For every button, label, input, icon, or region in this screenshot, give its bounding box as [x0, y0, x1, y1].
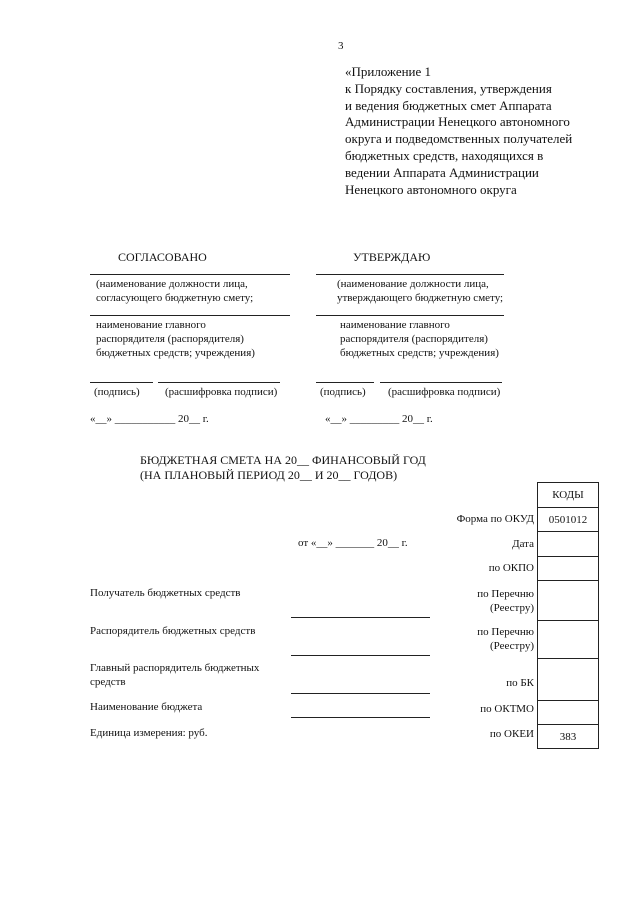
- approve-decoding-line: [380, 382, 502, 383]
- recipient-code-label: по Перечню (Реестру): [477, 588, 534, 614]
- approve-manager-note: наименование главного распорядителя (распорядителя) бюджетных средств; учреждения): [340, 319, 499, 360]
- annex-line: к Порядку составления, утверждения: [345, 80, 552, 96]
- date-line: от «__» _______ 20__ г.: [298, 537, 408, 549]
- agreed-position-line: [90, 274, 290, 275]
- agreed-manager-line: [90, 315, 290, 316]
- chief-manager-label: Главный распорядитель бюджетных средств: [90, 662, 260, 688]
- agreed-signature-line: [90, 382, 153, 383]
- approve-date: «__» _________ 20__ г.: [325, 413, 433, 425]
- okud-label: Форма по ОКУД: [456, 513, 534, 525]
- agreed-signature-label: (подпись): [94, 386, 140, 398]
- chief-manager-line: [291, 693, 430, 694]
- manager-code: [538, 621, 599, 659]
- oktmo-code: [538, 701, 599, 725]
- date-code: [538, 532, 599, 557]
- budget-name-line: [291, 717, 430, 718]
- budget-name-label: Наименование бюджета: [90, 701, 203, 713]
- okpo-label: по ОКПО: [488, 562, 534, 574]
- approve-position-line: [316, 274, 504, 275]
- annex-line: и ведения бюджетных смет Аппарата: [345, 97, 552, 113]
- manager-line: [291, 655, 430, 656]
- page-number: 3: [338, 40, 344, 52]
- approve-signature-line: [316, 382, 374, 383]
- approve-heading: УТВЕРЖДАЮ: [353, 250, 431, 264]
- agreed-position-note: (наименование должности лица, согласующего бюджетную смету;: [96, 278, 254, 305]
- bk-code: [538, 659, 599, 701]
- manager-label: Распорядитель бюджетных средств: [90, 625, 256, 637]
- annex-line: округа и подведомственных получателей: [345, 131, 573, 147]
- recipient-label: Получатель бюджетных средств: [90, 587, 241, 599]
- approve-decoding-label: (расшифровка подписи): [388, 386, 501, 398]
- annex-line: Ненецкого автономного округа: [345, 181, 517, 197]
- agreed-decoding-label: (расшифровка подписи): [165, 386, 278, 398]
- recipient-code: [538, 581, 599, 621]
- oktmo-label: по ОКТМО: [480, 703, 534, 715]
- okei-label: по ОКЕИ: [489, 728, 534, 740]
- approve-manager-line: [316, 315, 504, 316]
- annex-line: Администрации Ненецкого автономного: [345, 114, 570, 130]
- approve-signature-label: (подпись): [320, 386, 366, 398]
- annex-line: ведении Аппарата Администрации: [345, 164, 539, 180]
- codes-table: [537, 482, 599, 749]
- agreed-manager-note: наименование главного распорядителя (распорядителя) бюджетных средств; учреждения): [96, 319, 255, 360]
- bk-label: по БК: [506, 677, 534, 689]
- codes-header: КОДЫ: [538, 483, 599, 508]
- okei-code: 383: [538, 725, 599, 749]
- document-title: БЮДЖЕТНАЯ СМЕТА НА 20__ ФИНАНСОВЫЙ ГОД (НА ПЛАНОВЫЙ ПЕРИОД 20__ И 20__ ГОДОВ): [140, 453, 426, 482]
- approve-position-note: (наименование должности лица, утверждающего бюджетную смету;: [337, 278, 504, 305]
- recipient-line: [291, 617, 430, 618]
- annex-heading: [345, 64, 615, 198]
- agreed-heading: СОГЛАСОВАНО: [118, 250, 207, 264]
- manager-code-label: по Перечню (Реестру): [477, 626, 534, 652]
- unit-label: Единица измерения: руб.: [90, 727, 208, 739]
- okud-code: 0501012: [538, 508, 599, 532]
- annex-line: бюджетных средств, находящихся в: [345, 147, 544, 163]
- date-label: Дата: [512, 538, 534, 550]
- okpo-code: [538, 557, 599, 581]
- agreed-date: «__» ___________ 20__ г.: [90, 413, 209, 425]
- agreed-decoding-line: [158, 382, 280, 383]
- annex-line: «Приложение 1: [345, 64, 432, 79]
